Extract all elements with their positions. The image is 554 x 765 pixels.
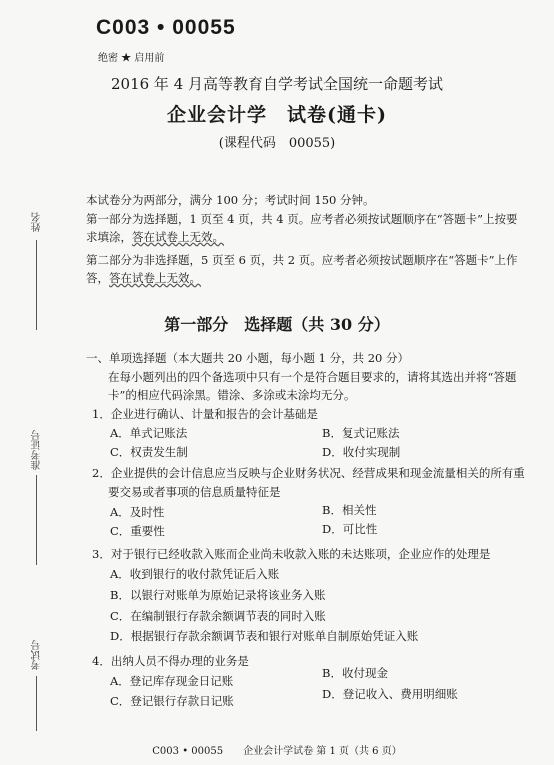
option-b: B．以银行对账单为原始记录将该业务入账 (110, 588, 326, 602)
instruction-emphasis: 答在试卷上无效。 (109, 271, 201, 285)
option-c: C．登记银行存款日记账 (110, 694, 234, 708)
option-d: D．根据银行存款余额调节表和银行对账单自制原始凭证入账 (110, 629, 419, 643)
option-c: C．重要性 (110, 524, 165, 538)
exam-title: 2016 年 4 月高等教育自学考试全国统一命题考试 (110, 75, 444, 93)
instruction-line: 本试卷分为两部分，满分 100 分；考试时间 150 分钟。 (86, 193, 375, 207)
option-d: D．可比性 (322, 522, 378, 536)
sidebar-id-label: 准考证号 (32, 430, 43, 470)
instruction-line (86, 229, 224, 245)
option-b: B．相关性 (322, 503, 377, 517)
paper-code: C003 • 00055 (96, 16, 236, 39)
question-stem: 2．企业提供的会计信息应当反映与企业财务状况、经营成果和现金流量相关的所有重 (92, 466, 525, 480)
option-d: D．收付实现制 (322, 445, 401, 459)
sidebar-name-label: 姓名 (32, 212, 43, 232)
instruction-text: 答， (86, 271, 109, 285)
section-heading: 一、单项选择题（本大题共 20 小题，每小题 1 分，共 20 分） (86, 351, 410, 365)
option-c: C．权责发生制 (110, 445, 188, 459)
option-c: C．在编制银行存款余额调节表的同时入账 (110, 609, 326, 623)
subject-title: 企业会计学 试卷(通卡) (167, 104, 387, 126)
course-code: (课程代码 00055) (218, 136, 336, 151)
sidebar-site-line (36, 676, 37, 731)
instruction-emphasis: 答在试卷上无效。 (132, 230, 224, 244)
part-title: 第一部分 选择题（共 30 分） (164, 315, 390, 334)
question-stem: 4．出纳人员不得办理的业务是 (92, 654, 249, 668)
confidential-label: 绝密 ★ 启用前 (98, 53, 165, 64)
section-note: 卡”的相应代码涂黑。错涂、多涂或未涂均无分。 (108, 388, 356, 402)
section-note: 在每小题列出的四个备选项中只有一个是符合题目要求的，请将其选出并将“答题 (108, 370, 517, 384)
option-d: D．登记收入、费用明细账 (322, 687, 458, 701)
option-a: A．登记库存现金日记账 (110, 674, 234, 688)
instruction-line (86, 270, 201, 286)
page-footer: C003 • 00055 企业会计学试卷 第 1 页（共 6 页） (152, 746, 402, 757)
question-stem: 1．企业进行确认、计量和报告的会计基础是 (92, 407, 318, 421)
sidebar-id-line (36, 475, 37, 565)
option-b: B．收付现金 (322, 666, 388, 680)
question-stem-cont: 要交易或者事项的信息质量特征是 (108, 485, 281, 499)
sidebar-site-label: 考试号 (32, 640, 43, 670)
option-a: A．及时性 (110, 505, 165, 519)
option-b: B．复式记账法 (322, 426, 400, 440)
option-a: A．单式记账法 (110, 426, 188, 440)
question-stem: 3．对于银行已经收款入账而企业尚未收款入账的未达账项，企业应作的处理是 (92, 547, 491, 561)
instruction-line: 第二部分为非选择题，5 页至 6 页，共 2 页。应考者必须按试题顺序在“答题卡”上作 (86, 253, 518, 267)
instruction-line: 第一部分为选择题，1 页至 4 页，共 4 页。应考者必须按试题顺序在“答题卡”上按要 (86, 212, 518, 226)
option-a: A．收到银行的收付款凭证后入账 (110, 567, 280, 581)
instruction-text: 求填涂， (86, 230, 132, 244)
